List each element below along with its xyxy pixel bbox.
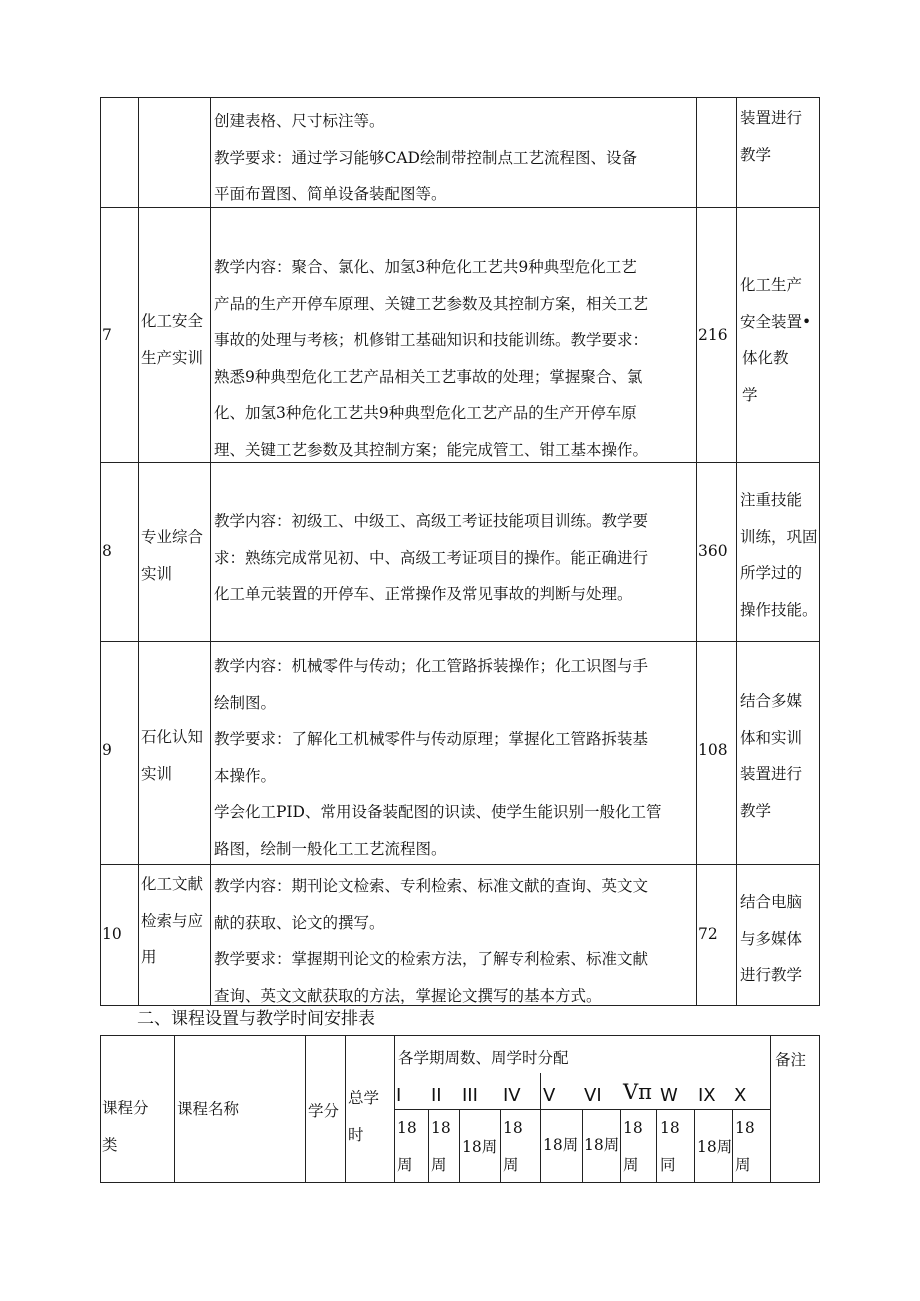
semester-label: VI xyxy=(584,1085,602,1106)
row-hours: 360 xyxy=(698,542,728,560)
semester-weeks: 18周 xyxy=(584,1136,620,1154)
semester-weeks: 18周 xyxy=(543,1136,579,1154)
header-remarks: 备注 xyxy=(775,1051,807,1069)
row-hours: 72 xyxy=(698,925,718,943)
semester-label: W xyxy=(660,1085,678,1106)
semester-label: IX xyxy=(698,1085,716,1106)
header-course-category: 课程分 类 xyxy=(102,1099,149,1154)
row-method: 化工生产 安全装置• 体化教 学 xyxy=(740,276,812,404)
header-total-hours: 总学 时 xyxy=(348,1089,380,1144)
row-course-name: 化工安全 生产实训 xyxy=(141,312,204,367)
section-heading: 二、课程设置与教学时间安排表 xyxy=(137,1009,375,1029)
semester-weeks: 18 周 xyxy=(735,1119,755,1174)
row-content: 教学内容：聚合、氯化、加氢3种危化工艺共9种典型危化工艺 产品的生产开停车原理、关键工艺参数及其控制方案，相关工艺 事故的处理与考核；机修钳工基础知识和技能训练。教学要求： 熟悉9种典型危化工艺产品相关工艺事故的处理；掌握聚合、氯 化、加氢3种危化工艺共9种典型危化工艺产品的生产开停车原 理、关键工艺参数及其控制方案；能完成管工、钳工基本操作。 xyxy=(214,258,649,459)
semester-label: I xyxy=(396,1085,402,1106)
row-number: 7 xyxy=(102,326,112,344)
header-course-name: 课程名称 xyxy=(177,1100,240,1118)
row-number: 9 xyxy=(102,741,112,759)
semester-label: Vπ xyxy=(623,1080,652,1104)
row-content: 教学内容：初级工、中级工、高级工考证技能项目训练。教学要 求：熟练完成常见初、中、高级工考证项目的操作。能正确进行 化工单元装置的开停车、正常操作及常见事故的判断与处理。 xyxy=(214,512,649,603)
row-number: 8 xyxy=(102,542,112,560)
header-credit: 学分 xyxy=(308,1102,340,1120)
row-content: 创建表格、尺寸标注等。 教学要求：通过学习能够CAD绘制带控制点工艺流程图、设备 平面布置图、简单设备装配图等。 xyxy=(214,112,637,203)
row-hours: 216 xyxy=(698,326,728,344)
row-hours: 108 xyxy=(698,741,728,759)
semester-weeks: 18 周 xyxy=(503,1119,523,1174)
row-course-name: 石化认知 实训 xyxy=(141,728,204,783)
semester-weeks: 18周 xyxy=(697,1138,733,1156)
row-content: 教学内容：期刊论文检索、专利检索、标准文献的查询、英文文 献的获取、论文的撰写。 教学要求：掌握期刊论文的检索方法，了解专利检索、标准文献 查询、英文文献获取的方法，掌握论文撰写的基本方式。 xyxy=(214,877,649,1004)
header-semester-distribution: 各学期周数、周学时分配 xyxy=(398,1049,569,1067)
row-number: 10 xyxy=(102,925,122,943)
semester-label: III xyxy=(462,1085,478,1106)
row-course-name: 化工文献 检索与应 用 xyxy=(141,875,204,966)
semester-label: II xyxy=(431,1085,442,1106)
semester-label: V xyxy=(543,1085,556,1106)
row-method: 结合电脑 与多媒体 进行教学 xyxy=(740,893,803,984)
semester-weeks: 18周 xyxy=(462,1138,498,1156)
row-method: 注重技能 训练，巩固 所学过的 操作技能。 xyxy=(740,491,818,619)
semester-label: X xyxy=(734,1085,747,1106)
row-method: 结合多媒 体和实训 装置进行 教学 xyxy=(740,692,803,820)
row-course-name: 专业综合 实训 xyxy=(141,528,204,583)
semester-weeks: 18 同 xyxy=(660,1119,680,1174)
semester-weeks: 18 周 xyxy=(397,1119,417,1174)
semester-weeks: 18 周 xyxy=(623,1119,643,1174)
semester-label: IV xyxy=(503,1085,521,1106)
row-content: 教学内容：机械零件与传动；化工管路拆装操作；化工识图与手 绘制图。 教学要求：了解化工机械零件与传动原理；掌握化工管路拆装基 本操作。 学会化工PID、常用设备装配图的识读、使学生能识别一般化工管 路图，绘制一般化工工艺流程图。 xyxy=(214,657,662,858)
semester-weeks: 18 周 xyxy=(431,1119,451,1174)
row-method: 装置进行 教学 xyxy=(740,109,803,164)
